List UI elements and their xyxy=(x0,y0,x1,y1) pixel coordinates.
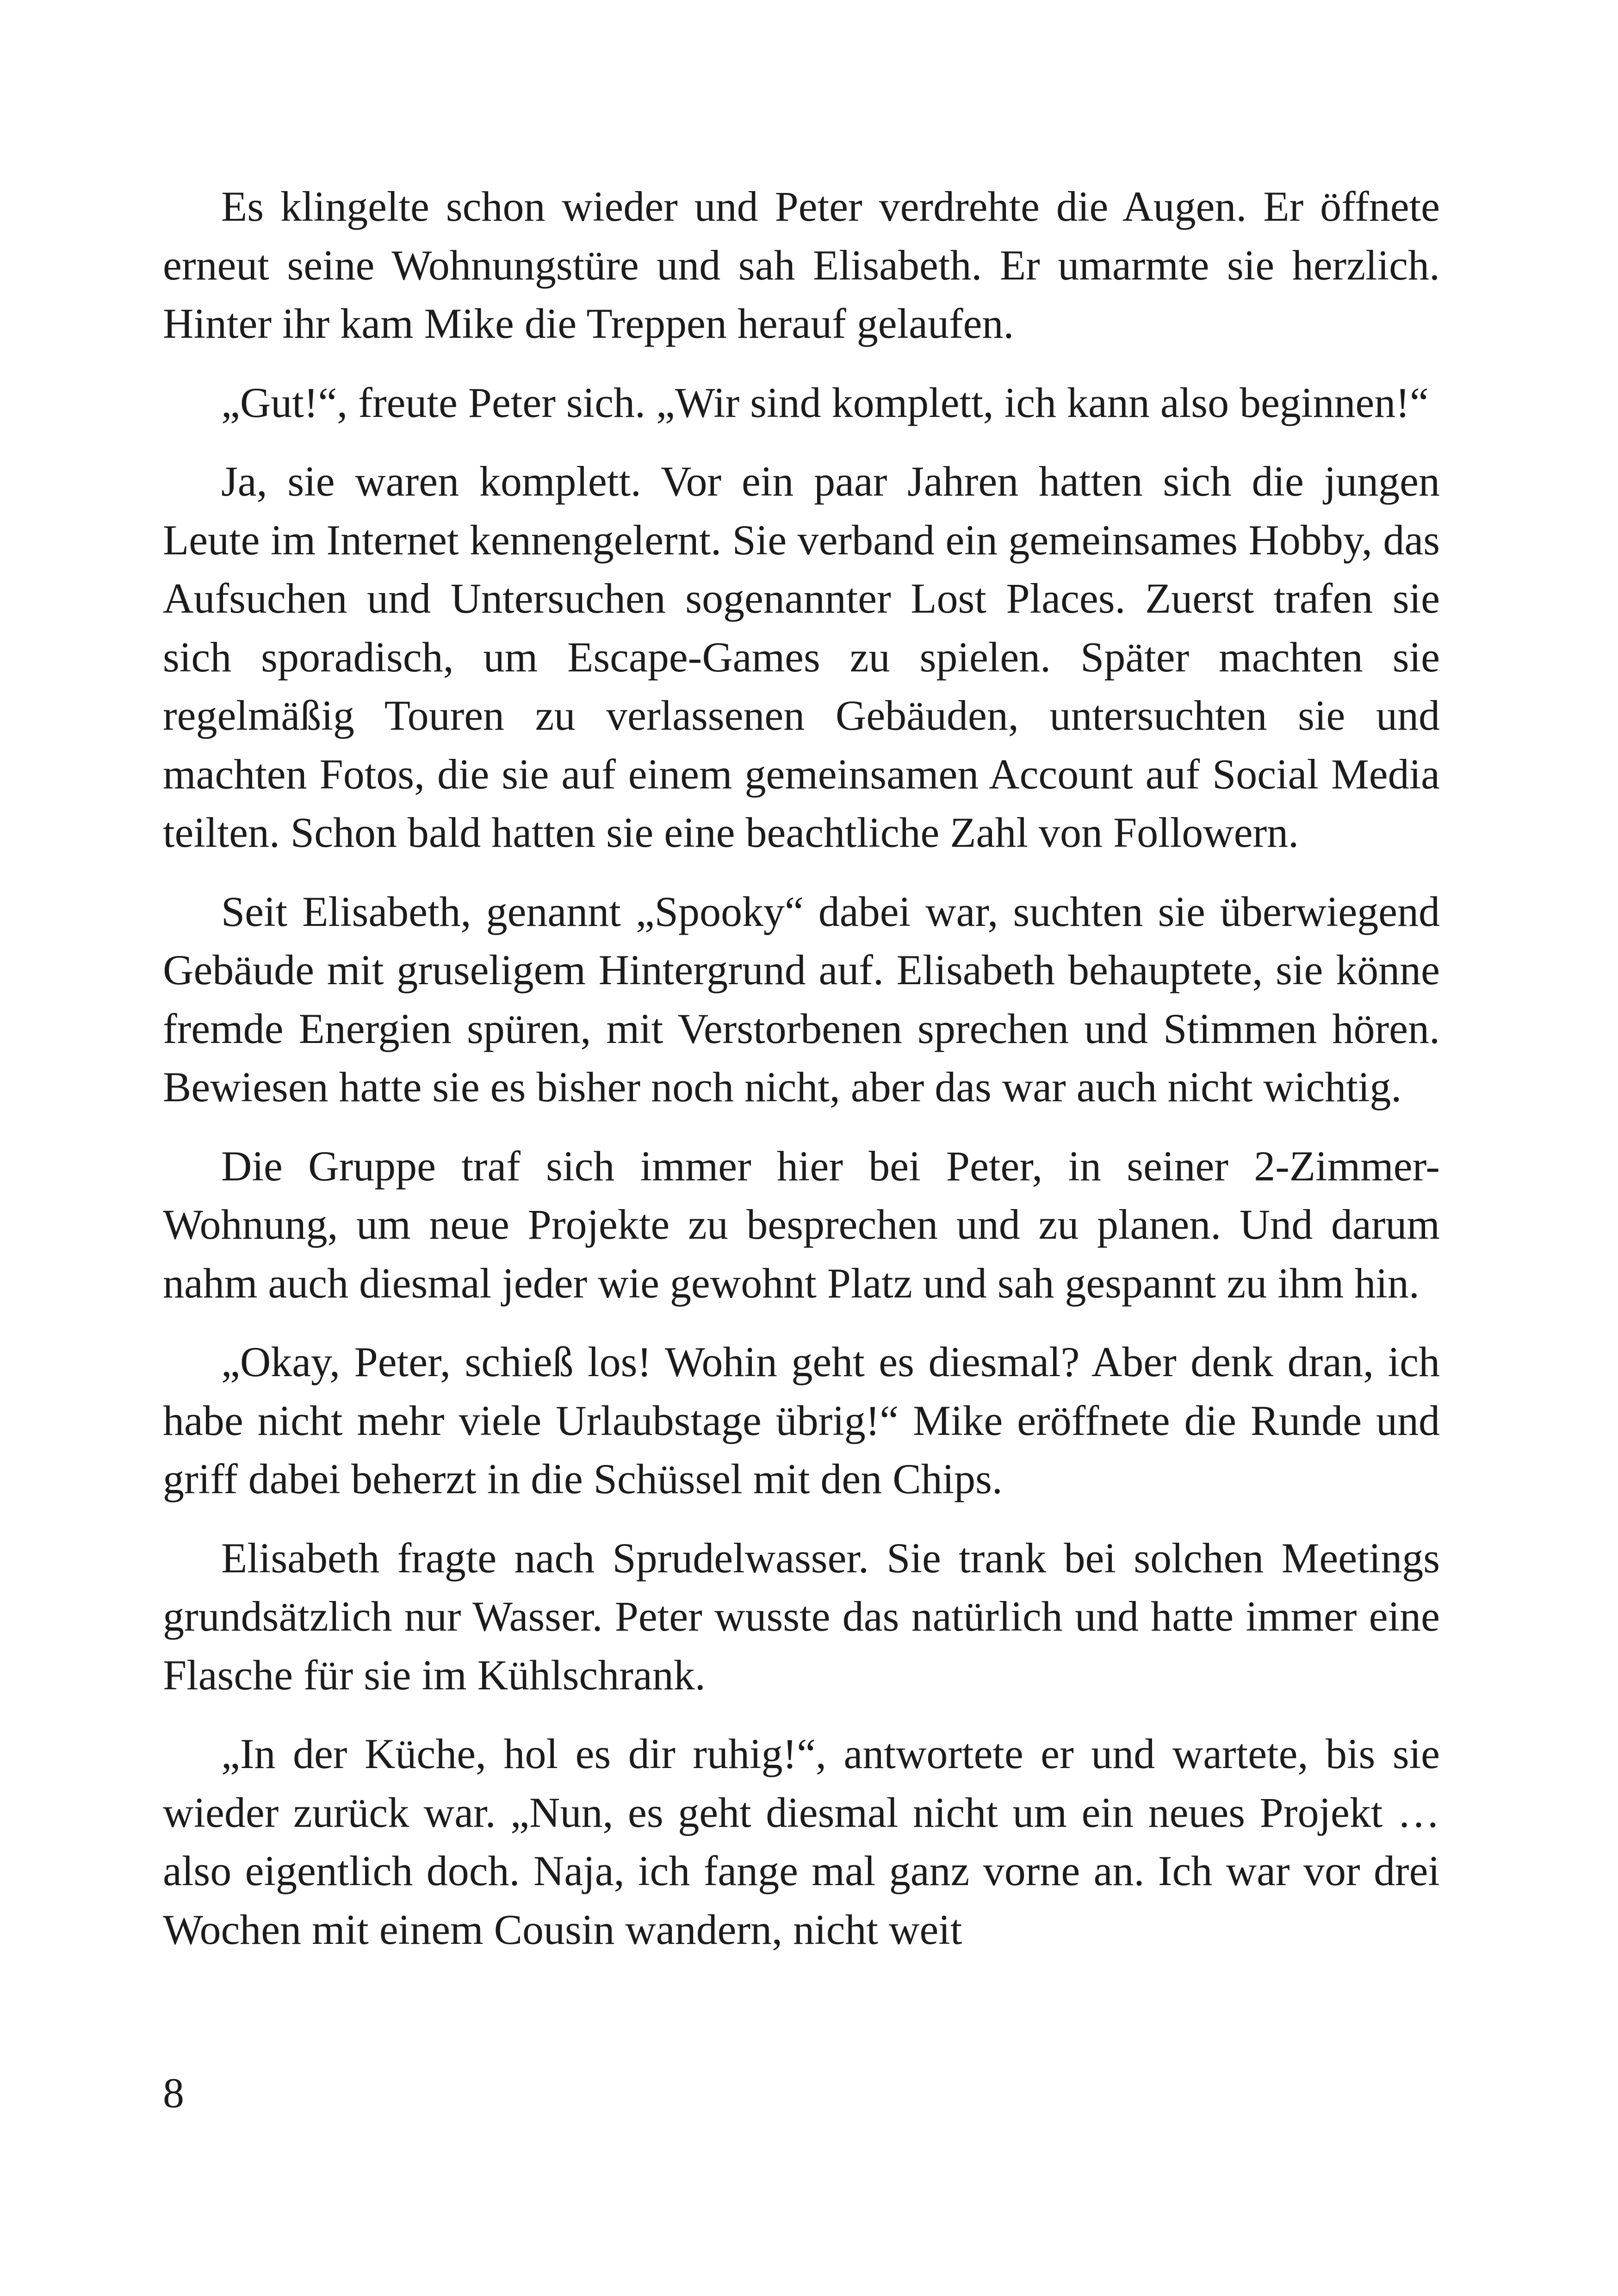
paragraph-7: Elisabeth fragte nach Sprudelwasser. Sie trank bei solchen Meetings grundsätzlich nur Wasser. Peter wusste das natürlich und hatte immer eine Flasche für sie im Kühlschrank. xyxy=(163,1534,1440,1699)
body-text xyxy=(163,177,1440,1979)
page-number: 8 xyxy=(163,2069,184,2116)
paragraph-4: Seit Elisabeth, genannt „Spooky“ dabei war, suchten sie überwiegend Gebäude mit gruseligem Hintergrund auf. Elisabeth behauptete, sie könne fremde Energien spüren, mit Verstorbenen sprechen und Stimmen hören. Bewiesen hatte sie es bisher noch nicht, aber das war auch nicht wichtig. xyxy=(163,887,1440,1111)
paragraph-2: „Gut!“, freute Peter sich. „Wir sind komplett, ich kann also beginnen!“ xyxy=(221,379,1429,426)
paragraph-5: Die Gruppe traf sich immer hier bei Peter, in seiner 2-Zimmer-Wohnung, um neue Projekte zu besprechen und zu planen. Und darum nahm auch diesmal jeder wie gewohnt Platz und sah gespannt zu ihm hin. xyxy=(163,1142,1440,1307)
paragraph-8: „In der Küche, hol es dir ruhig!“, antwortete er und wartete, bis sie wieder zurück war. „Nun, es geht diesmal nicht um ein neues Projekt … also eigentlich doch. Naja, ich fange mal ganz vorne an. Ich war vor drei Wochen mit einem Cousin wandern, nicht weit xyxy=(163,1730,1440,1953)
paragraph-6: „Okay, Peter, schieß los! Wohin geht es diesmal? Aber denk dran, ich habe nicht mehr viele Urlaubstage übrig!“ Mike eröffnete die Runde und griff dabei beherzt in die Schüssel mit den Chips. xyxy=(163,1338,1440,1502)
paragraph-1: Es klingelte schon wieder und Peter verdrehte die Augen. Er öffnete erneut seine Wohnungstüre und sah Elisabeth. Er umarmte sie herzlich. Hinter ihr kam Mike die Treppen herauf gelaufen. xyxy=(163,183,1440,347)
paragraph-3: Ja, sie waren komplett. Vor ein paar Jahren hatten sich die jungen Leute im Internet kennengelernt. Sie verband ein gemeinsames Hobby, das Aufsuchen und Untersuchen sogenannter Lost Places. Zuerst trafen sie sich sporadisch, um Escape-Games zu spielen. Später machten sie regelmäßig Touren zu verlassenen Gebäuden, untersuchten sie und machten Fotos, die sie auf einem gemeinsamen Account auf Social Media teilten. Schon bald hatten sie eine beachtliche Zahl von Followern. xyxy=(163,458,1440,856)
